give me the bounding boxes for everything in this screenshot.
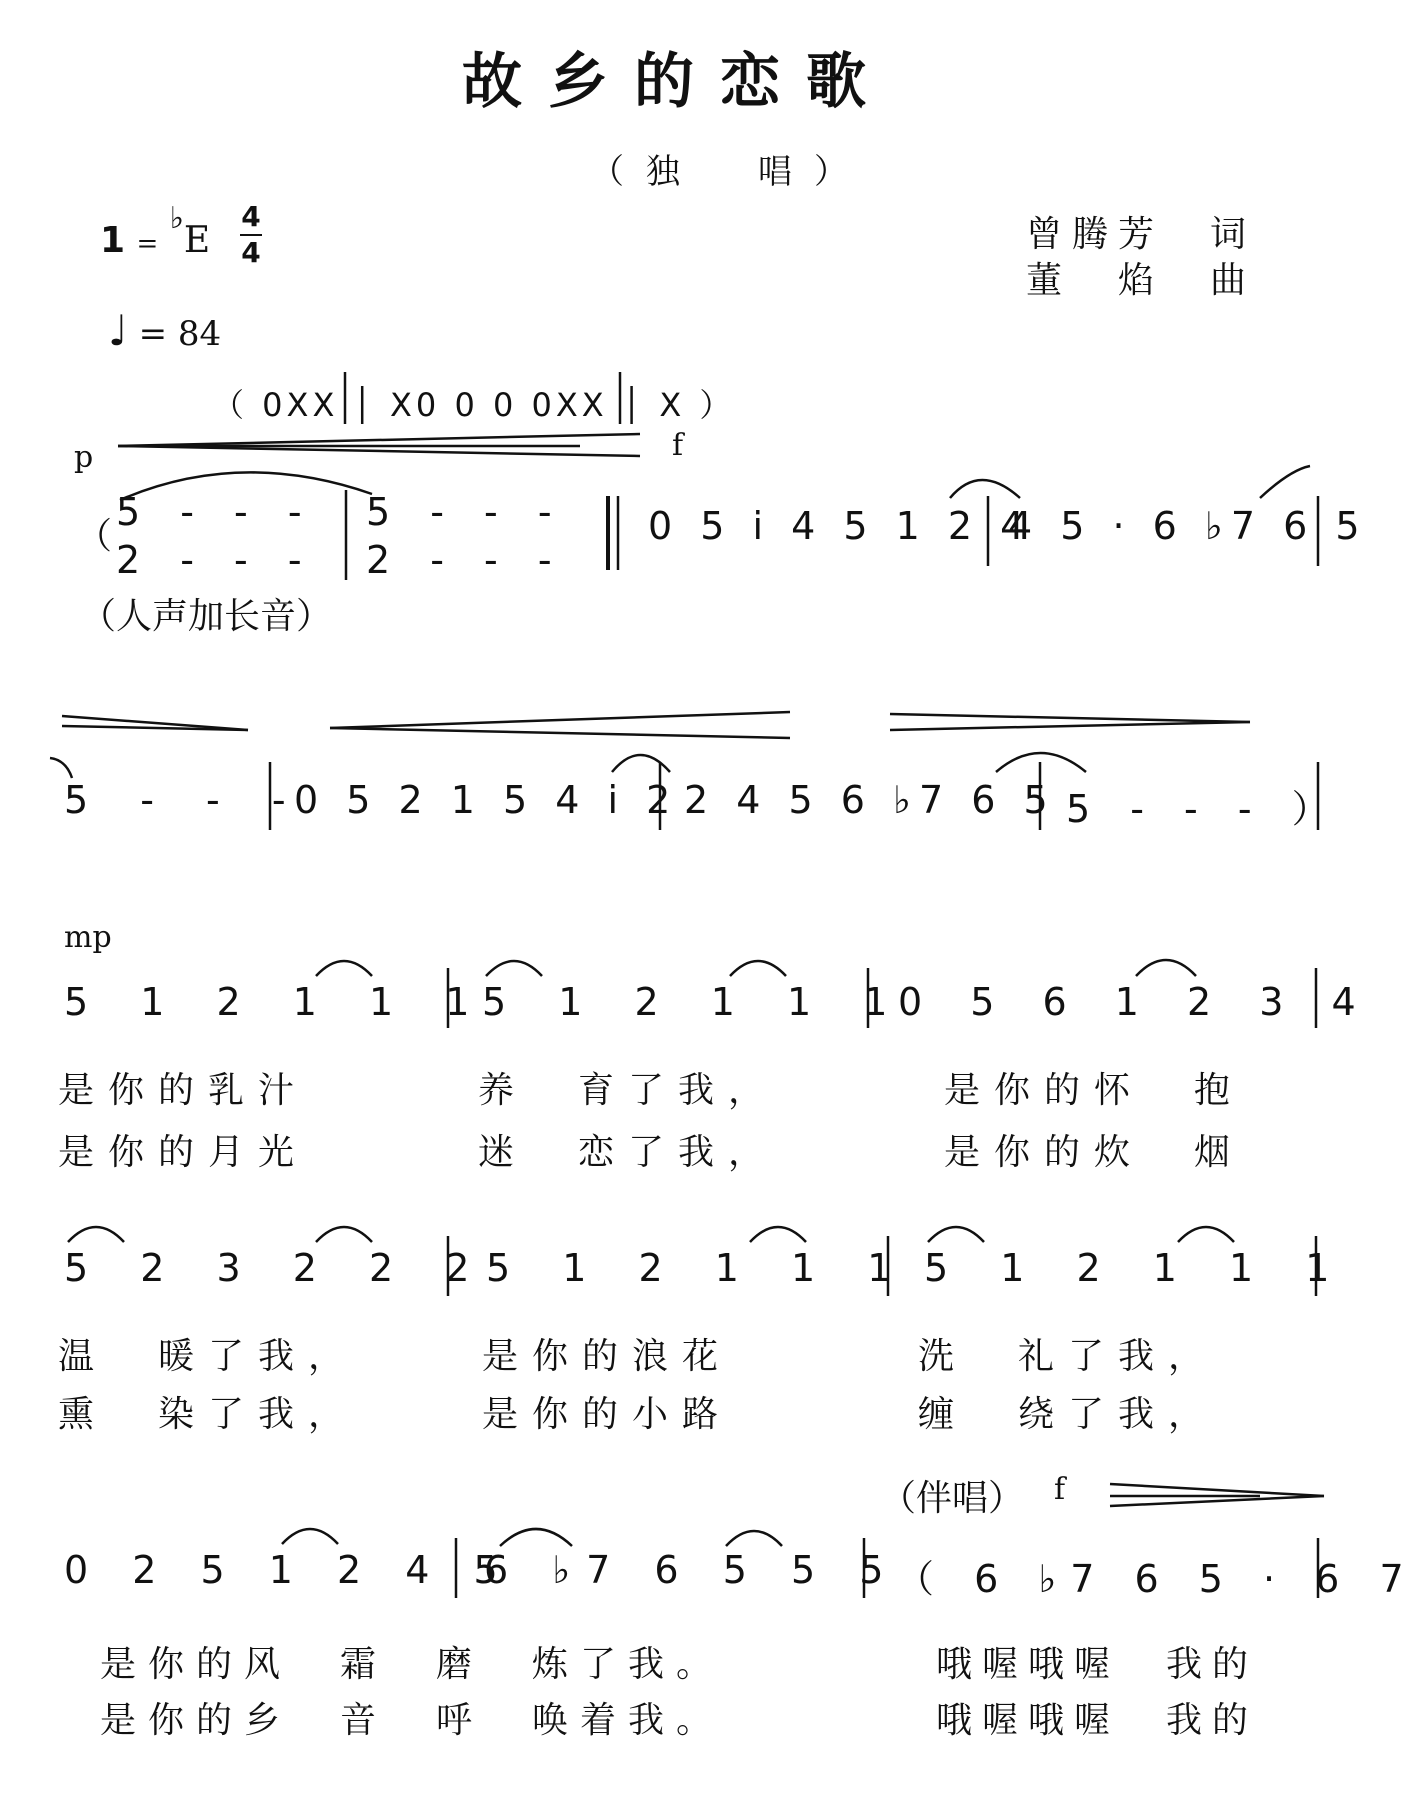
score-measure: （ 6 ♭7 6 5 · 6 7 <box>896 1557 1418 1601</box>
score-measure: 0 5 2 1 5 4 i 2 <box>294 778 679 822</box>
score-measure: 4 5 · 6 ♭7 6 5 <box>1008 504 1368 548</box>
dynamic-mp: mp <box>64 920 112 955</box>
lyric-line: 哦喔哦喔 我的 <box>936 1700 1259 1741</box>
chord-top: 5 - - - <box>366 490 566 534</box>
score-measure: 0 2 5 1 2 4 5 <box>64 1548 514 1592</box>
score-measure: 0 5 6 1 2 3 4 <box>898 980 1374 1024</box>
chord-top: 5 - - - <box>116 490 316 534</box>
performance-type: （独 唱） <box>590 152 870 192</box>
tempo-text: = 84 <box>138 314 222 354</box>
chord-bottom: 2 - - - <box>116 538 316 582</box>
lyric-line: 是你的乳汁 <box>58 1070 309 1111</box>
vocal-note: （人声加长音） <box>80 596 333 637</box>
score-measure: 2 4 5 6 ♭7 6 5 <box>684 778 1056 822</box>
accompaniment-label: （伴唱） <box>880 1478 1025 1519</box>
song-title: 故乡的恋歌 <box>462 47 892 117</box>
score-measure: 5 2 3 2 2 2 <box>64 1246 490 1290</box>
score-measure: 5 1 2 1 1 1 <box>924 1246 1350 1290</box>
lyric-line: 养 育了我， <box>478 1070 779 1111</box>
percussion-line: （ 0XX │ X0 0 0 0XX │ X ） <box>212 386 736 424</box>
lyric-line: 是你的风 霜 磨 炼了我。 <box>100 1644 725 1685</box>
quarter-note-icon: ♩ <box>108 306 128 355</box>
intro-open-paren: （ <box>76 516 113 557</box>
score-measure: 6 ♭7 6 5 5 5 <box>484 1548 900 1592</box>
chord-bottom: 2 - - - <box>366 538 566 582</box>
flat-icon: ♭ <box>169 201 184 236</box>
score-measure: 5 - - - ） <box>1066 787 1344 831</box>
lyric-line: 是你的浪花 <box>482 1336 733 1377</box>
lyric-line: 是你的乡 音 呼 唤着我。 <box>100 1700 725 1741</box>
key-letter: E <box>183 220 211 261</box>
dynamic-f: f <box>672 428 684 463</box>
time-bottom: 4 <box>241 236 261 269</box>
score-measure: 5 1 2 1 1 1 <box>482 980 908 1024</box>
dynamic-f-2: f <box>1054 1472 1066 1507</box>
dynamic-p: p <box>74 440 94 475</box>
key-eq: = <box>136 229 159 259</box>
lyric-line: 哦喔哦喔 我的 <box>936 1644 1259 1685</box>
lyric-line: 迷 恋了我， <box>478 1132 779 1173</box>
lyric-line: 缠 绕了我， <box>918 1394 1219 1435</box>
lyric-line: 是你的月光 <box>58 1132 309 1173</box>
time-top: 4 <box>241 200 261 233</box>
score-measure: 5 1 2 1 1 1 <box>486 1246 912 1290</box>
lyric-line: 洗 礼了我， <box>918 1336 1219 1377</box>
lyric-line: 是你的小路 <box>482 1394 733 1435</box>
lyricist-credit: 曾腾芳 词 <box>1026 214 1257 255</box>
score-measure: 5 - - - <box>64 778 306 822</box>
composer-credit: 董 焰 曲 <box>1026 260 1257 301</box>
lyric-line: 是你的怀 抱 <box>944 1070 1245 1111</box>
lyric-line: 熏 染了我， <box>58 1394 359 1435</box>
score-measure: 0 5 i 4 5 1 2 4 <box>648 504 1033 548</box>
lyric-line: 温 暖了我， <box>58 1336 359 1377</box>
key-one: 1 <box>100 220 126 261</box>
lyric-line: 是你的炊 烟 <box>944 1132 1245 1173</box>
score-measure: 5 1 2 1 1 1 <box>64 980 490 1024</box>
